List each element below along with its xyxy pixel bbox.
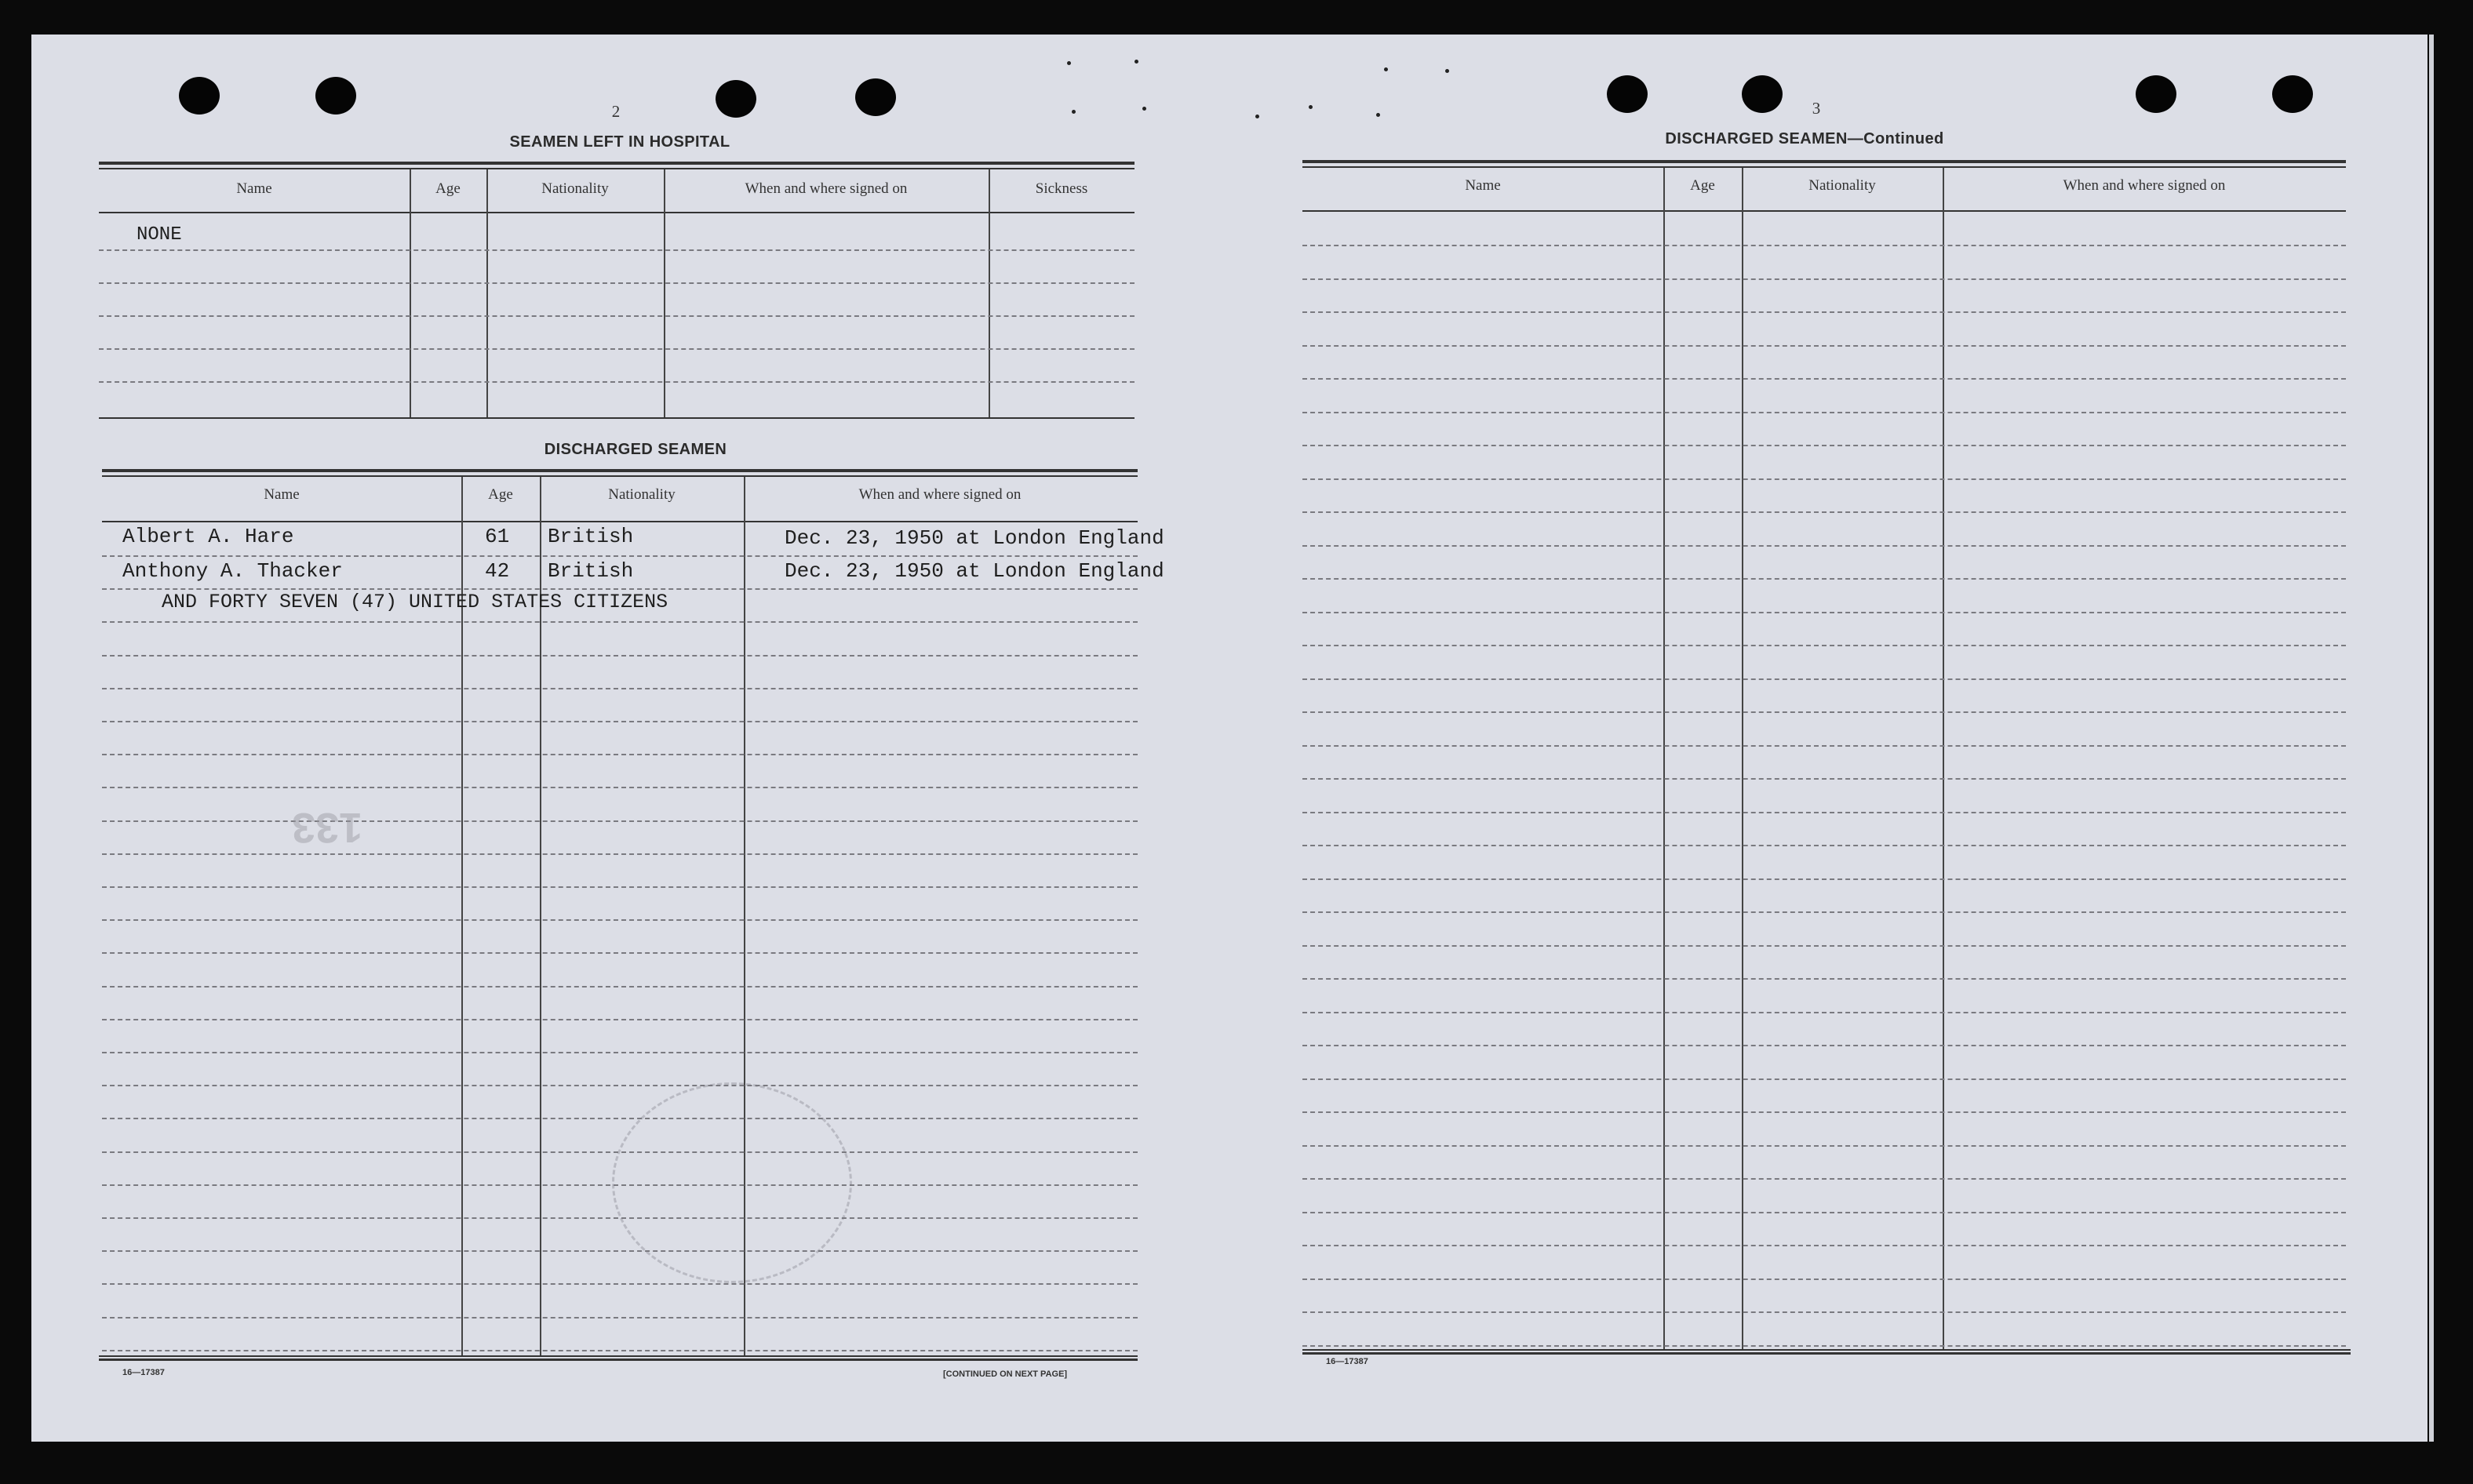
punch-hole: [855, 78, 896, 116]
discharged-row-line: [102, 820, 1138, 822]
right-row-line: [1302, 445, 2346, 446]
right-row-line: [1302, 812, 2346, 813]
right-row-line: [1302, 711, 2346, 713]
discharged-note: AND FORTY SEVEN (47) UNITED STATES CITIZENS: [162, 591, 668, 613]
hospital-row-line: [99, 381, 1135, 383]
discharged-header-rule: [102, 521, 1138, 522]
seaman-1-nationality: British: [548, 525, 634, 548]
hospital-row-line: [99, 348, 1135, 350]
right-row-line: [1302, 478, 2346, 480]
speck: [1384, 67, 1388, 71]
discharged-col-signed-on: When and where signed on: [858, 486, 1022, 503]
discharged-top-rule: [102, 469, 1138, 472]
seaman-1-name: Albert A. Hare: [122, 525, 294, 548]
right-row-line: [1302, 1311, 2346, 1313]
right-title-suffix: —Continued: [1847, 130, 1944, 147]
seaman-1-age: 61: [485, 525, 510, 548]
speck: [1255, 115, 1259, 118]
discharged-row-line: [102, 588, 1138, 590]
page-number-left: 2: [611, 102, 621, 121]
hospital-section-title: SEAMEN LEFT IN HOSPITAL: [509, 133, 730, 151]
right-row-line: [1302, 311, 2346, 313]
discharged-row-line: [102, 1350, 1138, 1351]
discharged-row-line: [102, 853, 1138, 855]
bleed-through-number: 133: [292, 804, 363, 851]
discharged-row-line: [102, 986, 1138, 988]
discharged-row-line: [102, 1317, 1138, 1319]
punch-hole: [1742, 75, 1783, 113]
speck: [1445, 69, 1449, 73]
speck: [1135, 60, 1138, 64]
right-row-line: [1302, 745, 2346, 747]
speck: [1067, 61, 1071, 65]
right-row-line: [1302, 1178, 2346, 1180]
hospital-entry-none: NONE: [137, 224, 182, 246]
hospital-header-rule: [99, 212, 1135, 213]
hospital-row-line: [99, 315, 1135, 317]
right-row-line: [1302, 1212, 2346, 1213]
right-row-line: [1302, 878, 2346, 880]
hospital-col-sickness: Sickness: [1035, 180, 1088, 197]
right-top-rule: [1302, 160, 2346, 163]
form-code-left: 16—17387: [122, 1368, 165, 1377]
discharged-row-line: [102, 754, 1138, 755]
hospital-top-rule-thin: [99, 168, 1135, 169]
right-row-line: [1302, 545, 2346, 547]
hospital-bottom-rule: [99, 417, 1135, 419]
right-row-line: [1302, 378, 2346, 380]
right-row-line: [1302, 412, 2346, 413]
hospital-row-line: [99, 249, 1135, 251]
discharged-row-line: [102, 886, 1138, 888]
right-row-line: [1302, 678, 2346, 680]
punch-hole: [2136, 75, 2176, 113]
right-col-name: Name: [1465, 177, 1501, 194]
right-header-rule: [1302, 210, 2346, 212]
speck: [1376, 113, 1380, 117]
discharged-col-nationality: Nationality: [608, 486, 676, 503]
right-row-line: [1302, 1111, 2346, 1113]
speck: [1309, 105, 1313, 109]
right-row-line: [1302, 1278, 2346, 1280]
discharged-row-line: [102, 721, 1138, 722]
right-row-line: [1302, 345, 2346, 347]
right-row-line: [1302, 1345, 2346, 1347]
right-row-line: [1302, 1045, 2346, 1046]
right-col-age: Age: [1690, 177, 1715, 194]
discharged-row-line: [102, 1085, 1138, 1086]
right-row-line: [1302, 978, 2346, 980]
hospital-row-line: [99, 282, 1135, 284]
right-bottom-rule-thick: [1302, 1352, 2351, 1355]
right-row-line: [1302, 645, 2346, 646]
discharged-row-line: [102, 688, 1138, 689]
right-row-line: [1302, 612, 2346, 613]
right-row-line: [1302, 778, 2346, 780]
faint-stamp: [612, 1082, 852, 1283]
punch-hole: [179, 77, 220, 115]
discharged-col-name: Name: [264, 486, 300, 503]
page-number-right: 3: [1812, 99, 1821, 118]
discharged-row-line: [102, 655, 1138, 657]
punch-hole: [2272, 75, 2313, 113]
right-col-nationality: Nationality: [1808, 177, 1876, 194]
speck: [1142, 107, 1146, 111]
right-row-line: [1302, 245, 2346, 246]
discharged-row-line: [102, 1052, 1138, 1053]
discharged-top-rule-thin: [102, 475, 1138, 477]
right-row-line: [1302, 1245, 2346, 1246]
hospital-col-nationality: Nationality: [541, 180, 609, 197]
discharged-row-line: [102, 919, 1138, 921]
right-row-line: [1302, 1078, 2346, 1080]
right-bottom-rule: [1302, 1349, 2351, 1351]
speck: [1072, 110, 1076, 114]
right-title-main: DISCHARGED SEAMEN: [1665, 130, 1848, 147]
punch-hole: [1607, 75, 1648, 113]
discharged-col-age: Age: [488, 486, 513, 503]
right-row-line: [1302, 1012, 2346, 1013]
right-row-line: [1302, 911, 2346, 913]
punch-hole: [315, 77, 356, 115]
right-top-rule-thin: [1302, 166, 2346, 168]
right-row-line: [1302, 945, 2346, 947]
discharged-row-line: [102, 555, 1138, 557]
hospital-col-name: Name: [236, 180, 272, 197]
seaman-2-name: Anthony A. Thacker: [122, 559, 343, 583]
discharged-row-line: [102, 787, 1138, 788]
right-row-line: [1302, 845, 2346, 846]
discharged-row-line: [102, 1283, 1138, 1285]
seaman-1-signed-on: Dec. 23, 1950 at London England: [785, 526, 1164, 550]
discharged-row-line: [102, 621, 1138, 623]
discharged-row-line: [102, 1019, 1138, 1020]
seaman-2-signed-on: Dec. 23, 1950 at London England: [785, 559, 1164, 583]
discharged-section-title: DISCHARGED SEAMEN: [544, 441, 727, 458]
right-section-title: [1569, 130, 2040, 148]
discharged-row-line: [102, 952, 1138, 954]
punch-hole: [716, 80, 756, 118]
discharged-bottom-rule: [99, 1355, 1138, 1357]
sheet-edge: [2429, 35, 2434, 1442]
hospital-col-age: Age: [435, 180, 461, 197]
hospital-top-rule: [99, 162, 1135, 165]
discharged-row-line: [102, 1250, 1138, 1252]
right-col-signed-on: When and where signed on: [2063, 177, 2226, 194]
continued-note: [CONTINUED ON NEXT PAGE]: [943, 1369, 1068, 1379]
seaman-2-nationality: British: [548, 559, 634, 583]
right-row-line: [1302, 1145, 2346, 1147]
right-row-line: [1302, 278, 2346, 280]
seaman-2-age: 42: [485, 559, 510, 583]
discharged-bottom-rule-thick: [99, 1359, 1138, 1361]
hospital-col-signed-on: When and where signed on: [745, 180, 908, 197]
form-code-right: 16—17387: [1326, 1357, 1368, 1366]
right-row-line: [1302, 511, 2346, 513]
right-row-line: [1302, 578, 2346, 580]
discharged-row-line: [102, 1118, 1138, 1119]
